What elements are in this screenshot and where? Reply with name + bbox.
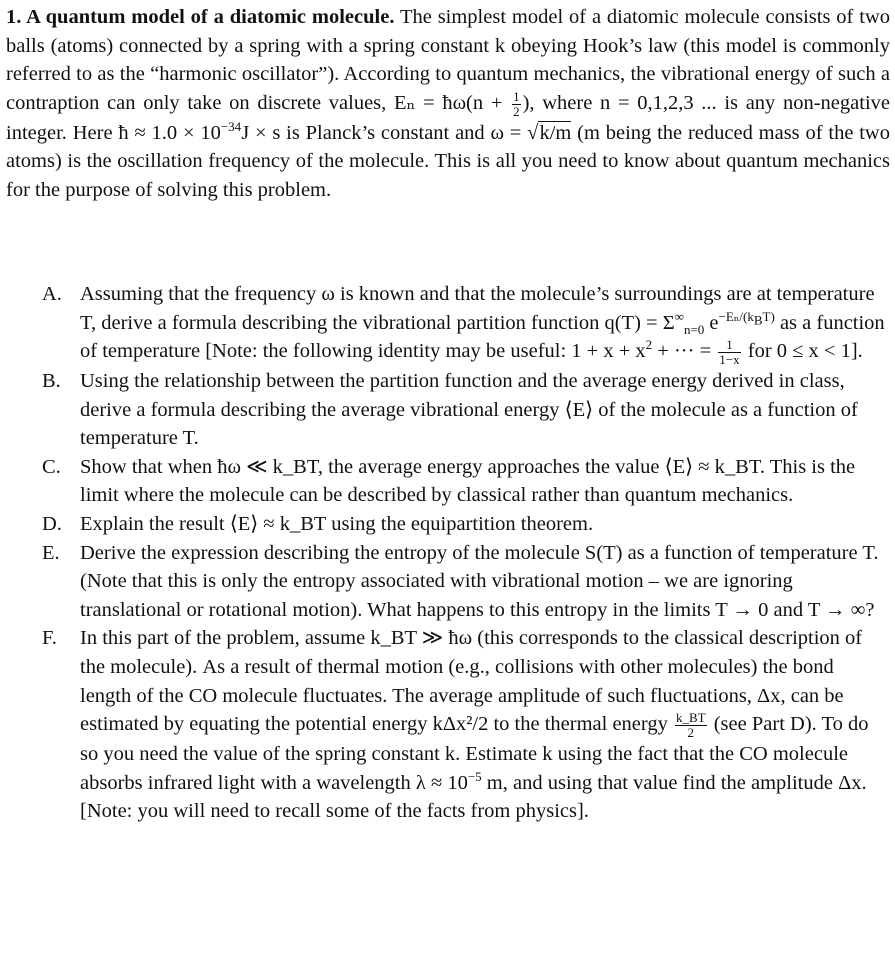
part-text: In this part of the problem, assume k_BT ≫ ħω (this corresponds to the classical description of the molecule). As a result of thermal motion (e.g., collisions with other molecules) the bond length of the CO molecule fluctuates. The average amplitude of such fluctuations, Δx, can be estimated by equating the potential energy kΔx²/2 to the thermal energy $\frac{k\_BT}{2}$ (see Part D). To do so you need the value of the spring constant k. Estimate k using the fact that the CO molecule absorbs infrared light with a wavelength $\lambda \approx 10^{-5}$ m, and using that value find the amplitude Δx. [Note: you will need to recall some of the facts from physics]. [80, 627, 869, 823]
part-b [42, 367, 890, 453]
part-letter: E. [42, 541, 60, 564]
part-e [42, 539, 890, 625]
omega-sqrt: k/m [539, 121, 572, 144]
part-a [42, 280, 890, 367]
parts-list [42, 280, 890, 826]
part-letter: F. [42, 627, 57, 650]
thermal-energy-fraction: $\frac{k\_BT}{2}$ [675, 709, 706, 740]
part-letter: B. [42, 369, 61, 392]
part-letter: D. [42, 512, 62, 535]
energy-formula: Eₙ = ħω(n + [393, 91, 511, 114]
part-f [42, 624, 890, 825]
part-letter: A. [42, 283, 62, 305]
part-c [42, 453, 890, 510]
part-letter: C. [42, 455, 61, 478]
part-d [42, 510, 890, 539]
part-text: Show that when ħω ≪ k_BT, the average energy approaches the value ⟨E⟩ ≈ k_BT. This is the limit where the molecule can be described by classical rather than quantum mechanics. [80, 455, 856, 507]
part-text: Explain the result ⟨E⟩ ≈ k_BT using the equipartition theorem. [80, 512, 594, 535]
part-text: Using the relationship between the partition function and the average energy derived in class, derive a formula describing the average vibrational energy ⟨E⟩ of the molecule as a function of temperature T. [80, 369, 858, 450]
part-text: Assuming that the frequency ω is known and that the molecule’s surroundings are at temperature T, derive a formula describing the vibrational partition function $q(T) = \Sigma^\infty_{n=0}$ $e^{-E_n/(k_BT)}$ as a function of temperature [Note: the following identity may be useful: $1 + x + x^2$ + ··· = $\frac{1}{1-x}$ for 0 ≤ x < 1]. [80, 283, 885, 367]
geometric-fraction: $\frac{1}{1-x}$ [719, 336, 740, 367]
problem-title: 1. A quantum model of a diatomic molecule. [6, 6, 395, 28]
problem-intro [6, 3, 890, 204]
half-fraction: $\frac{1}{2}$ [513, 88, 520, 119]
part-text: Derive the expression describing the entropy of the molecule S(T) as a function of temperature T. (Note that this is only the entropy associated with vibrational motion – we are ignoring translational or rotational motion). What happens to this entropy in the limits T → 0 and T → ∞? [80, 541, 879, 621]
intro-paragraph: 1. A quantum model of a diatomic molecule. The simplest model of a diatomic molecule consists of two balls (atoms) connected by a spring with a spring constant k obeying Hook’s law (this model is commonly referred to as the “harmonic oscillator”). According to quantum mechanics, the vibrational energy of such a contraption can only take on discrete values, Eₙ = ħω(n + $\frac{1}{2}$ ), where n = 0,1,2,3 ... is any non-negative integer. Here ħ ≈ $1.0 \times 10^{-34}J \times s$ is Planck’s constant and ω = √k/m (m being the reduced mass of the two atoms) is the oscillation frequency of the molecule. This is all you need to know about quantum mechanics for the purpose of solving this problem. [6, 6, 891, 201]
